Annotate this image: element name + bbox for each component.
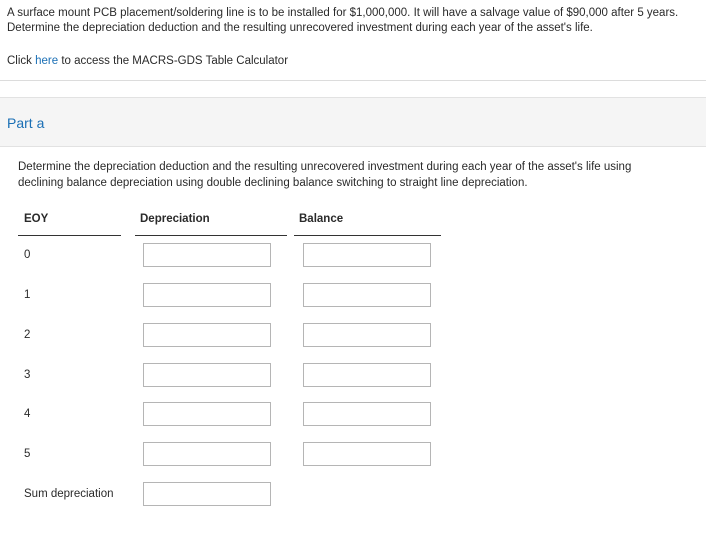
row-label-eoy-4: 4	[24, 408, 31, 420]
balance-input-2[interactable]	[303, 323, 431, 347]
sum-depreciation-label: Sum depreciation	[24, 488, 114, 500]
calculator-link[interactable]: here	[35, 55, 59, 67]
row-label-eoy-1: 1	[24, 289, 31, 301]
calculator-line	[7, 54, 288, 69]
column-header-eoy: EOY	[18, 213, 121, 236]
sum-depreciation-input[interactable]	[143, 482, 271, 506]
column-header-balance: Balance	[294, 213, 441, 236]
balance-input-3[interactable]	[303, 363, 431, 387]
row-label-eoy-3: 3	[24, 369, 31, 381]
divider	[0, 80, 706, 81]
part-title[interactable]: Part a	[7, 115, 45, 131]
depreciation-input-4[interactable]	[143, 402, 271, 426]
depreciation-input-1[interactable]	[143, 283, 271, 307]
row-label-eoy-5: 5	[24, 448, 31, 460]
part-instructions: Determine the depreciation deduction and the resulting unrecovered investment during each year of the asset's life using declining balance depreciation using double declining balance switching to straight line depreciation.	[18, 161, 632, 189]
row-label-eoy-0: 0	[24, 249, 31, 261]
balance-input-0[interactable]	[303, 243, 431, 267]
calculator-suffix: to access the MACRS-GDS Table Calculator	[58, 55, 289, 67]
balance-input-4[interactable]	[303, 402, 431, 426]
depreciation-input-0[interactable]	[143, 243, 271, 267]
depreciation-input-3[interactable]	[143, 363, 271, 387]
depreciation-input-2[interactable]	[143, 323, 271, 347]
problem-statement: A surface mount PCB placement/soldering line is to be installed for $1,000,000. It will have a salvage value of $90,000 after 5 years. Determine the depreciation deduction and the resulting unrecovered investment during each year of the asset's life.	[7, 7, 679, 34]
depreciation-input-5[interactable]	[143, 442, 271, 466]
part-header	[0, 97, 706, 147]
balance-input-1[interactable]	[303, 283, 431, 307]
row-label-eoy-2: 2	[24, 329, 31, 341]
balance-input-5[interactable]	[303, 442, 431, 466]
calculator-prefix: Click	[7, 55, 36, 67]
column-header-depreciation: Depreciation	[135, 213, 287, 236]
